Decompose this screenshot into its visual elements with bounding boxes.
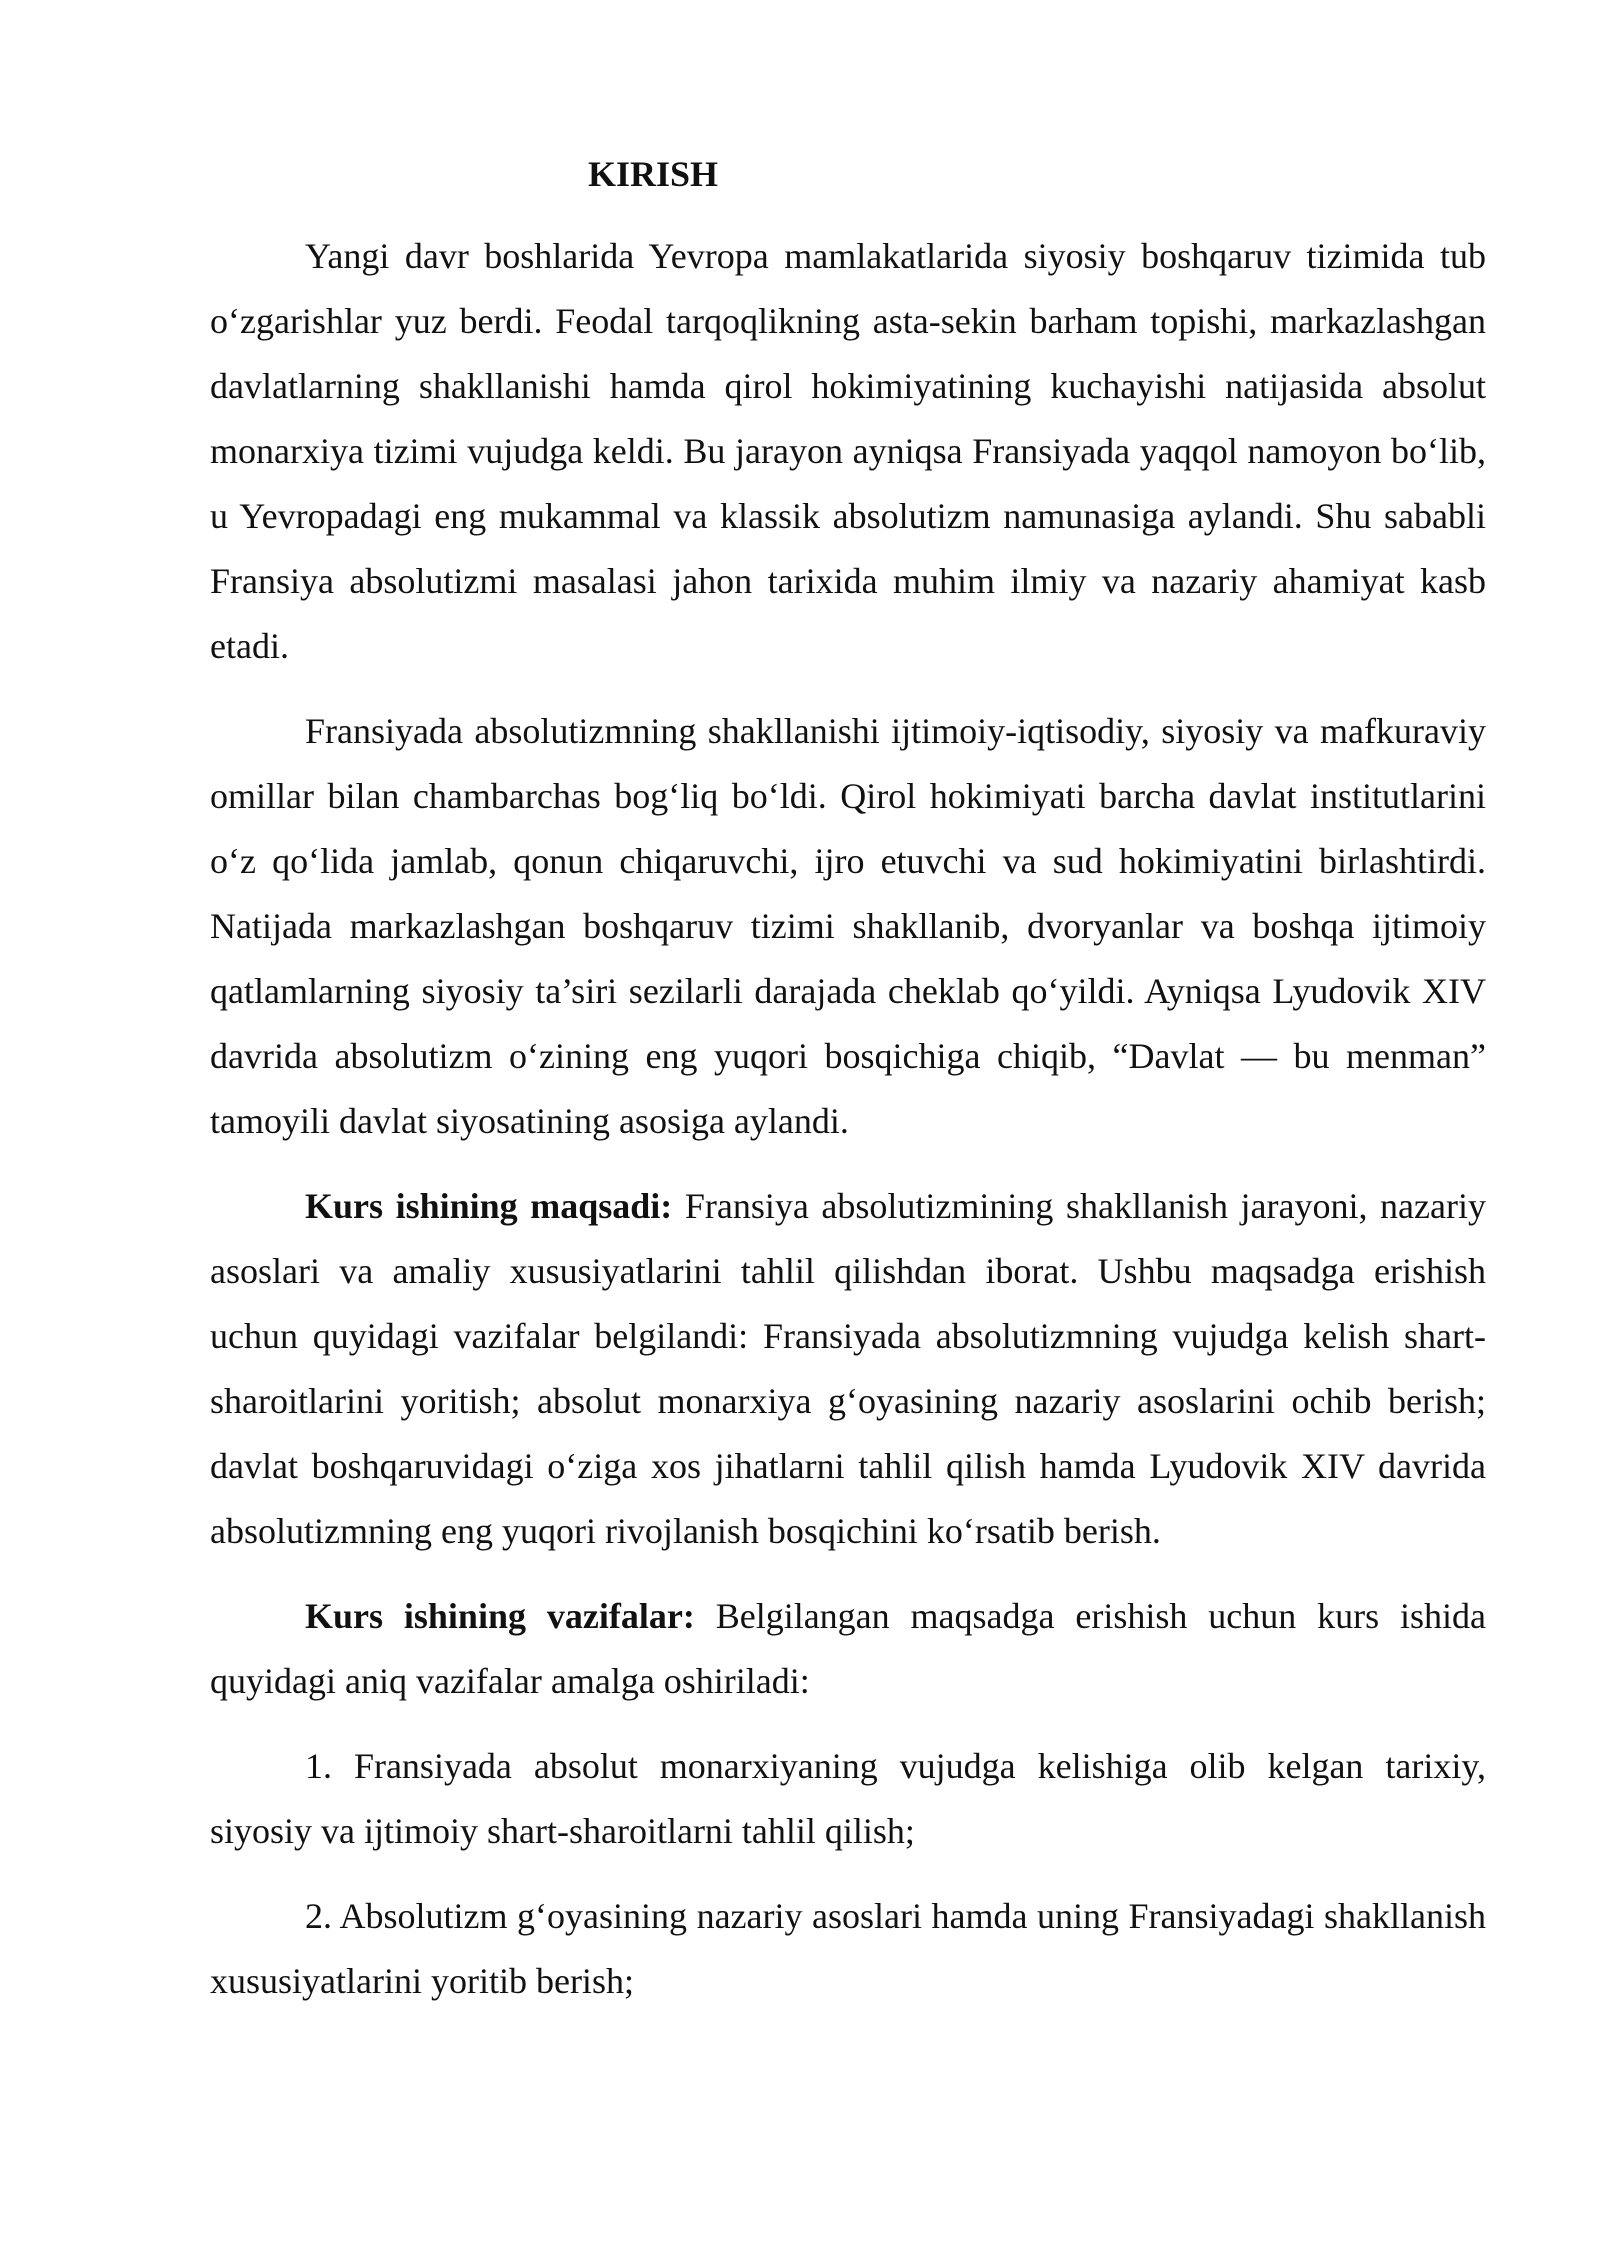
paragraph-goal <box>210 1174 1486 1564</box>
paragraph-lead: Kurs ishining maqsadi: <box>305 1186 673 1226</box>
list-item-2 <box>210 1884 1486 2014</box>
page-content <box>210 148 1486 2034</box>
paragraph-text: Fransiya absolutizmining shakllanish jarayoni, nazariy asoslari va amaliy xususiyatlarini tahlil qilishdan iborat. Ushbu maqsadga erishish uchun quyidagi vazifalar belgilandi: Fransiyada absolutizmning vujudga kelish shart-sharoitlarini yoritish; absolut monarxiya gʻoyasining nazariy asoslarini ochib berish; davlat boshqaruvidagi oʻziga xos jihatlarni tahlil qilish hamda Lyudovik XIV davrida absolutizmning eng yuqori rivojlanish bosqichini koʻrsatib berish. <box>210 1186 1486 1551</box>
paragraph-tasks <box>210 1584 1486 1714</box>
paragraph-text: Fransiyada absolutizmning shakllanishi ijtimoiy-iqtisodiy, siyosiy va mafkuraviy omillar bilan chambarchas bogʻliq boʻldi. Qirol hokimiyati barcha davlat institutlarini oʻz qoʻlida jamlab, qonun chiqaruvchi, ijro etuvchi va sud hokimiyatini birlashtirdi. Natijada markazlashgan boshqaruv tizimi shakllanib, dvoryanlar va boshqa ijtimoiy qatlamlarning siyosiy ta’siri sezilarli darajada cheklab qoʻyildi. Ayniqsa Lyudovik XIV davrida absolutizm oʻzining eng yuqori bosqichiga chiqib, “Davlat — bu menman” tamoyili davlat siyosatining asosiga aylandi. <box>210 711 1486 1141</box>
paragraph-lead: Kurs ishining vazifalar: <box>305 1596 695 1636</box>
paragraph-formation <box>210 699 1486 1154</box>
paragraph-text: Belgilangan maqsadga erishish uchun kurs ishida quyidagi aniq vazifalar amalga oshiriladi: <box>210 1596 1487 1701</box>
paragraph-intro <box>210 224 1486 679</box>
list-item-1 <box>210 1734 1486 1864</box>
page-title: KIRISH <box>588 154 719 194</box>
paragraph-text: 2. Absolutizm gʻoyasining nazariy asoslari hamda uning Fransiyadagi shakllanish xususiyatlarini yoritib berish; <box>210 1896 1486 2001</box>
paragraph-text: Yangi davr boshlarida Yevropa mamlakatlarida siyosiy boshqaruv tizimida tub oʻzgarishlar yuz berdi. Feodal tarqoqlikning asta-sekin barham topishi, markazlashgan davlatlarning shakllanishi hamda qirol hokimiyatining kuchayishi natijasida absolut monarxiya tizimi vujudga keldi. Bu jarayon ayniqsa Fransiyada yaqqol namoyon boʻlib, u Yevropadagi eng mukammal va klassik absolutizm namunasiga aylandi. Shu sababli Fransiya absolutizmi masalasi jahon tarixida muhim ilmiy va nazariy ahamiyat kasb etadi. <box>210 236 1486 666</box>
paragraph-text: 1. Fransiyada absolut monarxiyaning vujudga kelishiga olib kelgan tarixiy, siyosiy va ijtimoiy shart-sharoitlarni tahlil qilish; <box>210 1746 1486 1851</box>
